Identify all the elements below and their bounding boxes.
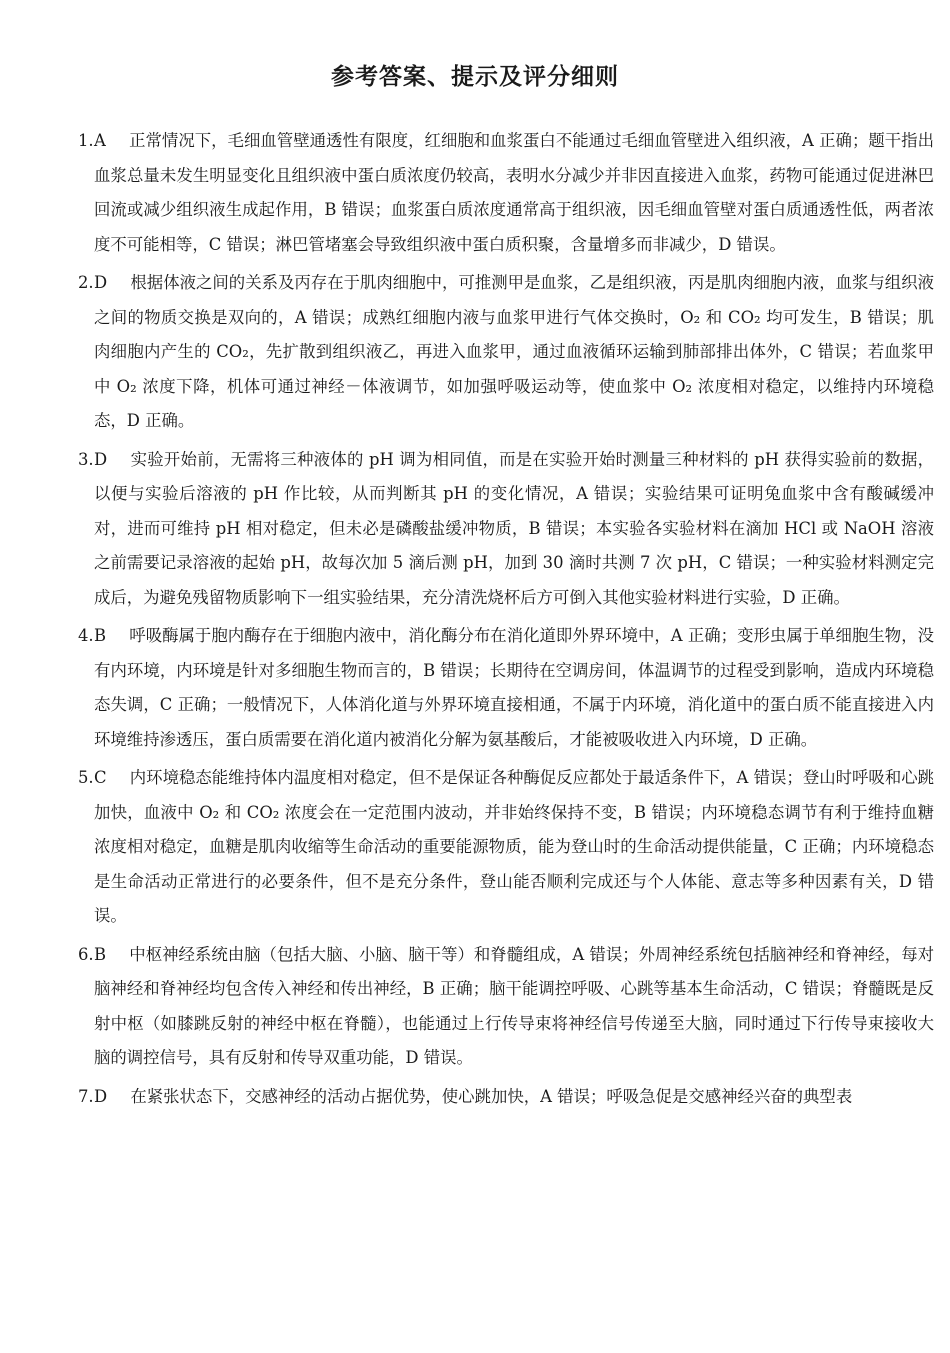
answer-item-2 xyxy=(78,266,934,439)
explanation-text: 实验开始前，无需将三种液体的 pH 调为相同值，而是在实验开始时测量三种材料的 pH 获得实验前的数据，以便与实验后溶液的 pH 作比较，从而判断其 pH 的变化情况，A 错误；实验结果可证明兔血浆中含有酸碱缓冲对，进而可维持 pH 相对稳定，但未必是磷酸盐缓冲物质，B 错误；本实验各实验材料在滴加 HCl 或 NaOH 溶液之前需要记录溶液的起始 pH，故每次加 5 滴后测 pH，加到 30 滴时共测 7 次 pH，C 错误；一种实验材料测定完成后，为避免残留物质影响下一组实验结果，充分清洗烧杯后方可倒入其他实验材料进行实验，D 正确。 xyxy=(94,449,934,607)
explanation-text: 呼吸酶属于胞内酶存在于细胞内液中，消化酶分布在消化道即外界环境中，A 正确；变形虫属于单细胞生物，没有内环境，内环境是针对多细胞生物而言的，B 错误；长期待在空调房间，体温调节的过程受到影响，造成内环境稳态失调，C 正确；一般情况下，人体消化道与外界环境直接相通，不属于内环境，消化道中的蛋白质不能直接进入内环境维持渗透压，蛋白质需要在消化道内被消化分解为氨基酸后，才能被吸收进入内环境，D 正确。 xyxy=(94,626,934,749)
explanation-text: 根据体液之间的关系及丙存在于肌肉细胞中，可推测甲是血浆，乙是组织液，丙是肌肉细胞内液，血浆与组织液之间的物质交换是双向的，A 错误；成熟红细胞内液与血浆甲进行气体交换时，O₂ 和 CO₂ 均可发生，B 错误；肌肉细胞内产生的 CO₂，先扩散到组织液乙，再进入血浆甲，通过血液循环运输到肺部排出体外，C 错误；若血浆甲中 O₂ 浓度下降，机体可通过神经－体液调节，如加强呼吸运动等，使血浆中 O₂ 浓度相对稳定，以维持内环境稳态，D 正确。 xyxy=(94,273,935,430)
question-number: 7. xyxy=(78,1086,94,1106)
question-number: 6. xyxy=(78,944,94,964)
answer-letter: B xyxy=(94,944,107,964)
answer-item-1 xyxy=(78,124,934,262)
explanation-text: 在紧张状态下，交感神经的活动占据优势，使心跳加快，A 错误；呼吸急促是交感神经兴奋的典型表 xyxy=(130,1086,853,1106)
explanation-text: 正常情况下，毛细血管壁通透性有限度，红细胞和血浆蛋白不能通过毛细血管壁进入组织液，A 正确；题干指出血浆总量未发生明显变化且组织液中蛋白质浓度仍较高，表明水分减少并非因直接进入血浆，药物可能通过促进淋巴回流或减少组织液生成起作用，B 错误；血浆蛋白质浓度通常高于组织液，因毛细血管壁对蛋白质通透性低，两者浓度不可能相等，C 错误；淋巴管堵塞会导致组织液中蛋白质积聚，含量增多而非减少，D 错误。 xyxy=(94,131,934,254)
answer-letter: B xyxy=(94,626,107,645)
question-number: 3. xyxy=(78,449,94,469)
question-number: 4. xyxy=(78,626,94,645)
answer-letter: D xyxy=(94,1086,108,1106)
answer-item-6 xyxy=(78,938,934,1076)
page-title: 参考答案、提示及评分细则 xyxy=(331,64,619,90)
answer-letter: D xyxy=(94,273,108,292)
answer-list xyxy=(78,124,934,1118)
answer-item-5 xyxy=(78,761,934,934)
answer-letter: D xyxy=(94,449,108,469)
answer-item-3 xyxy=(78,443,934,616)
question-number: 1. xyxy=(78,131,94,150)
explanation-text: 中枢神经系统由脑（包括大脑、小脑、脑干等）和脊髓组成，A 错误；外周神经系统包括脑神经和脊神经，每对脑神经和脊神经均包含传入神经和传出神经，B 正确；脑干能调控呼吸、心跳等基本生命活动，C 错误；脊髓既是反射中枢（如膝跳反射的神经中枢在脊髓），也能通过上行传导束将神经信号传递至大脑，同时通过下行传导束接收大脑的调控信号，具有反射和传导双重功能，D 错误。 xyxy=(94,944,934,1067)
question-number: 5. xyxy=(78,768,94,787)
answer-letter: C xyxy=(94,768,107,787)
question-number: 2. xyxy=(78,273,94,292)
answer-item-7 xyxy=(78,1080,934,1115)
answer-letter: A xyxy=(94,131,106,150)
answer-item-4 xyxy=(78,619,934,757)
explanation-text: 内环境稳态能维持体内温度相对稳定，但不是保证各种酶促反应都处于最适条件下，A 错误；登山时呼吸和心跳加快，血液中 O₂ 和 CO₂ 浓度会在一定范围内波动，并非始终保持不变，B 错误；内环境稳态调节有利于维持血糖浓度相对稳定，血糖是肌肉收缩等生命活动的重要能源物质，能为登山时的生命活动提供能量，C 正确；内环境稳态是生命活动正常进行的必要条件，但不是充分条件，登山能否顺利完成还与个人体能、意志等多种因素有关，D 错误。 xyxy=(94,768,935,925)
